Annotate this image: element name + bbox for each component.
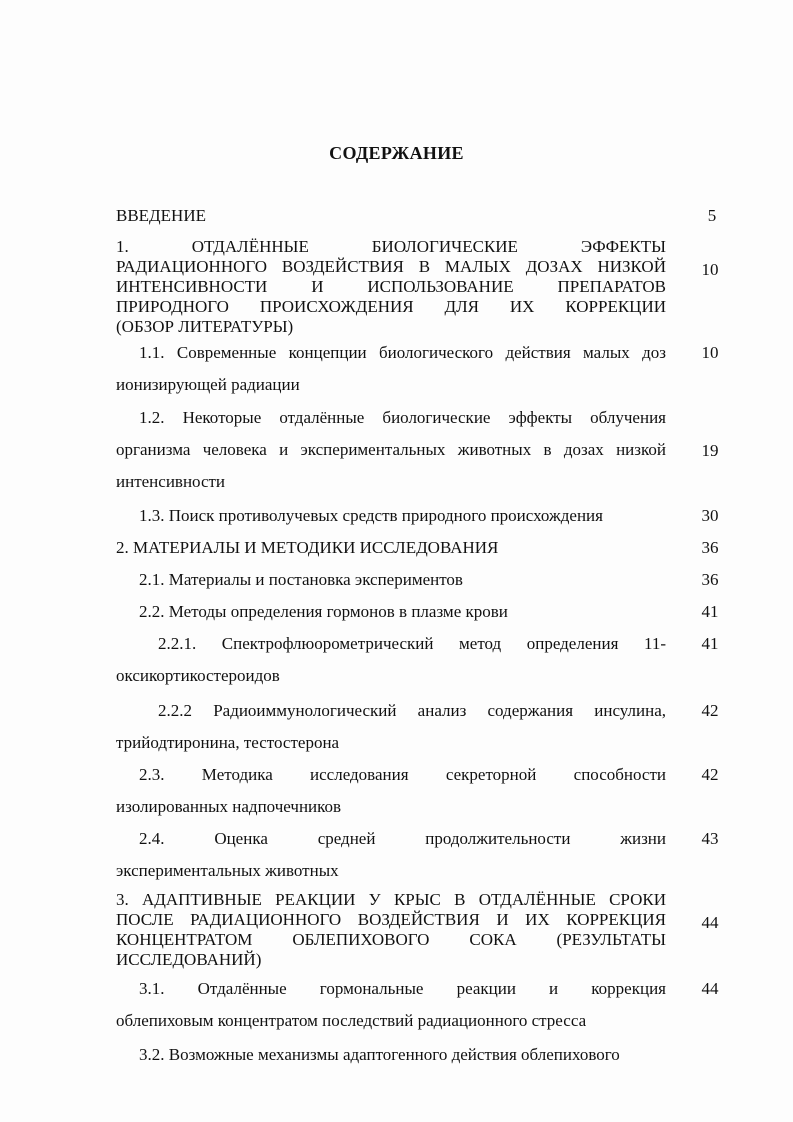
toc-page-number: 44 [701, 979, 719, 998]
toc-entry-line: облепиховым концентратом последствий радиационного стресса [116, 1011, 587, 1030]
toc-entry-line: 2.3. Методика исследования секреторной способности [139, 765, 666, 784]
toc-entry-text: 1.3. Поиск противолучевых средств природного происхождения [139, 506, 603, 525]
page-title: СОДЕРЖАНИЕ [329, 143, 464, 163]
toc-page-number: 30 [701, 506, 719, 525]
toc-entry-line: 1. ОТДАЛЁННЫЕ БИОЛОГИЧЕСКИЕ ЭФФЕКТЫ [116, 237, 666, 256]
toc-entry-section-3-1[interactable] [116, 973, 666, 1037]
toc-entry-chapter-2[interactable] [116, 537, 666, 559]
toc-entry-line: ИССЛЕДОВАНИЙ) [116, 950, 262, 969]
toc-entry-chapter-1[interactable] [116, 237, 666, 337]
toc-entry-line: изолированных надпочечников [116, 797, 342, 816]
toc-entry-line: 3.1. Отдалённые гормональные реакции и коррекция [139, 979, 666, 998]
toc-entry-line: 2.2.2 Радиоиммунологический анализ содержания инсулина, [158, 701, 666, 720]
toc-page-number: 41 [701, 634, 719, 653]
toc-entry-section-3-2[interactable] [116, 1044, 666, 1066]
toc-entry-line: трийодтиронина, тестостерона [116, 733, 340, 752]
toc-entry-text: 2.1. Материалы и постановка экспериментов [139, 570, 463, 589]
toc-page-number: 10 [701, 260, 719, 279]
toc-entry-section-1-2[interactable] [116, 402, 666, 498]
toc-entry-line: ПОСЛЕ РАДИАЦИОННОГО ВОЗДЕЙСТВИЯ И ИХ КОРРЕКЦИЯ [116, 910, 666, 929]
toc-entry-line: ИНТЕНСИВНОСТИ И ИСПОЛЬЗОВАНИЕ ПРЕПАРАТОВ [116, 277, 666, 296]
toc-entry-line: РАДИАЦИОННОГО ВОЗДЕЙСТВИЯ В МАЛЫХ ДОЗАХ НИЗКОЙ [116, 257, 666, 276]
toc-page-number: 19 [701, 441, 719, 460]
toc-entry-line: 2.2.1. Спектрофлюорометрический метод определения 11- [158, 634, 666, 653]
toc-entry-line: 1.1. Современные концепции биологического действия малых доз [139, 343, 666, 362]
toc-entry-chapter-3[interactable] [116, 890, 666, 970]
toc-entry-line: (ОБЗОР ЛИТЕРАТУРЫ) [116, 317, 294, 336]
toc-page-number: 43 [701, 829, 719, 848]
toc-entry-text: 3.2. Возможные механизмы адаптогенного действия облепихового [139, 1045, 620, 1064]
toc-entry-line: оксикортикостероидов [116, 666, 280, 685]
toc-entry-section-2-2-1[interactable] [116, 628, 666, 692]
toc-entry-line: организма человека и экспериментальных животных в дозах низкой [116, 440, 666, 459]
toc-entry-section-2-1[interactable] [116, 569, 666, 591]
toc-page-number: 36 [701, 538, 719, 557]
toc-entry-section-2-2[interactable] [116, 601, 666, 623]
toc-entry-line: 2.4. Оценка средней продолжительности жизни [139, 829, 666, 848]
toc-page-number: 5 [707, 206, 717, 225]
toc-entry-line: КОНЦЕНТРАТОМ ОБЛЕПИХОВОГО СОКА (РЕЗУЛЬТАТЫ [116, 930, 666, 949]
toc-entry-line: ионизирующей радиации [116, 375, 300, 394]
toc-page-number: 41 [701, 602, 719, 621]
toc-entry-line: интенсивности [116, 472, 226, 491]
toc-entry-section-2-2-2[interactable] [116, 695, 666, 759]
toc-entry-text: ВВЕДЕНИЕ [116, 206, 206, 225]
toc-page-number: 44 [701, 913, 719, 932]
toc-entry-section-1-3[interactable] [116, 505, 666, 527]
toc-page-number: 42 [701, 701, 719, 720]
toc-entry-text: 2. МАТЕРИАЛЫ И МЕТОДИКИ ИССЛЕДОВАНИЯ [116, 538, 499, 557]
toc-page-number: 42 [701, 765, 719, 784]
toc-entry-line: ПРИРОДНОГО ПРОИСХОЖДЕНИЯ ДЛЯ ИХ КОРРЕКЦИИ [116, 297, 666, 316]
toc-entry-text: 2.2. Методы определения гормонов в плазме крови [139, 602, 508, 621]
toc-page-number: 10 [701, 343, 719, 362]
toc-page-number: 36 [701, 570, 719, 589]
toc-entry-line: экспериментальных животных [116, 861, 339, 880]
toc-entry-section-2-4[interactable] [116, 823, 666, 887]
toc-entry-section-2-3[interactable] [116, 759, 666, 823]
toc-entry-line: 3. АДАПТИВНЫЕ РЕАКЦИИ У КРЫС В ОТДАЛЁННЫЕ СРОКИ [116, 890, 666, 909]
toc-entry-section-1-1[interactable] [116, 337, 666, 401]
toc-entry-line: 1.2. Некоторые отдалённые биологические эффекты облучения [139, 408, 666, 427]
toc-entry-intro[interactable] [116, 205, 666, 227]
